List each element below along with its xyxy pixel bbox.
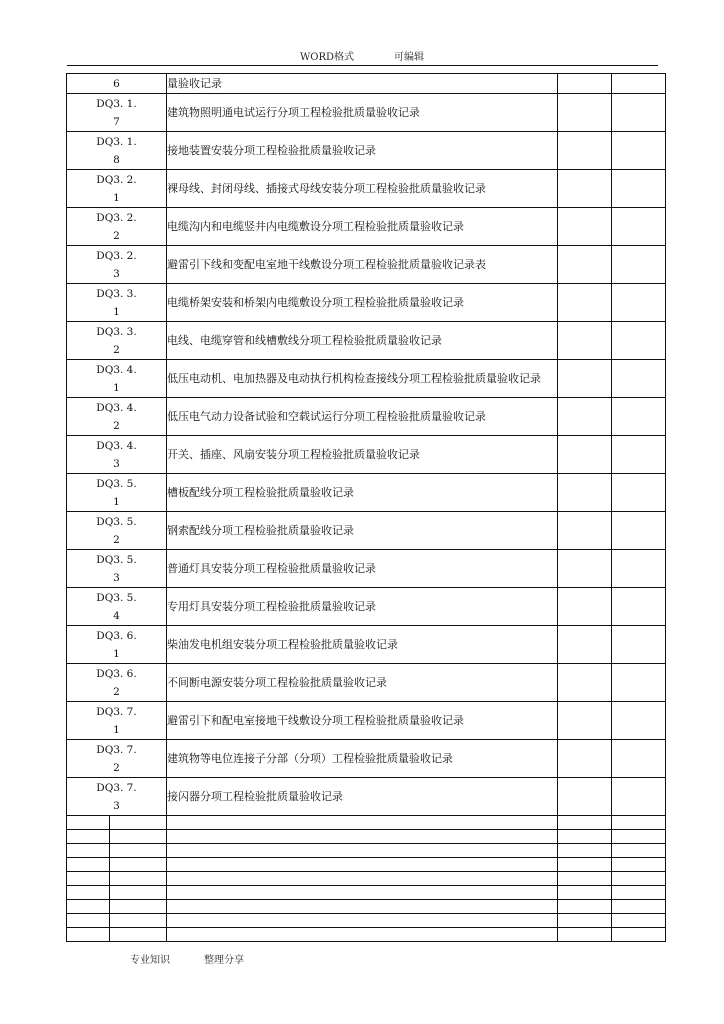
empty-cell xyxy=(612,886,666,900)
empty-table-row xyxy=(67,872,666,886)
record-col-b xyxy=(612,550,666,588)
empty-table-row xyxy=(67,830,666,844)
record-code-prefix: DQ3. 3. xyxy=(96,325,137,338)
record-col-b xyxy=(612,322,666,360)
record-code-suffix: 2 xyxy=(113,229,120,242)
record-col-b xyxy=(612,588,666,626)
table-row xyxy=(67,322,666,360)
empty-table-row xyxy=(67,886,666,900)
table-row xyxy=(67,474,666,512)
record-code-prefix: DQ3. 4. xyxy=(96,401,137,414)
record-code-suffix: 2 xyxy=(113,343,120,356)
record-col-b xyxy=(612,512,666,550)
record-description: 建筑物等电位连接子分部（分项）工程检验批质量验收记录 xyxy=(167,740,558,778)
record-col-a xyxy=(558,170,612,208)
header-editable-label: 可编辑 xyxy=(394,52,425,63)
record-col-a xyxy=(558,474,612,512)
record-description: 电缆桥架安装和桥架内电缆敷设分项工程检验批质量验收记录 xyxy=(167,284,558,322)
empty-cell xyxy=(110,900,167,914)
table-row xyxy=(67,360,666,398)
footer-knowledge-label: 专业知识 xyxy=(130,955,170,966)
record-description: 接地装置安装分项工程检验批质量验收记录 xyxy=(167,132,558,170)
record-col-b xyxy=(612,360,666,398)
record-code xyxy=(67,512,167,550)
record-code xyxy=(67,360,167,398)
empty-cell xyxy=(67,844,110,858)
record-description: 裸母线、封闭母线、插接式母线安装分项工程检验批质量验收记录 xyxy=(167,170,558,208)
empty-cell xyxy=(558,900,612,914)
footer-share-label: 整理分享 xyxy=(204,955,244,966)
record-col-a xyxy=(558,246,612,284)
table-row xyxy=(67,588,666,626)
record-code-prefix: DQ3. 3. xyxy=(96,287,137,300)
record-code-suffix: 3 xyxy=(113,457,120,470)
table-row xyxy=(67,94,666,132)
empty-cell xyxy=(612,830,666,844)
record-code-prefix: DQ3. 1. xyxy=(96,135,137,148)
record-code-prefix: DQ3. 4. xyxy=(96,363,137,376)
table-row xyxy=(67,208,666,246)
record-description: 不间断电源安装分项工程检验批质量验收记录 xyxy=(167,664,558,702)
record-col-b xyxy=(612,398,666,436)
record-code-suffix: 3 xyxy=(113,571,120,584)
record-col-b xyxy=(612,170,666,208)
record-code-suffix: 2 xyxy=(113,419,120,432)
record-description: 低压电气动力设备试验和空载试运行分项工程检验批质量验收记录 xyxy=(167,398,558,436)
empty-cell xyxy=(167,844,558,858)
empty-cell xyxy=(612,914,666,928)
record-code-suffix: 2 xyxy=(113,533,120,546)
record-description: 量验收记录 xyxy=(167,74,558,94)
empty-cell xyxy=(612,872,666,886)
record-col-a xyxy=(558,778,612,816)
record-col-a xyxy=(558,284,612,322)
record-col-a xyxy=(558,702,612,740)
record-description: 电线、电缆穿管和线槽敷线分项工程检验批质量验收记录 xyxy=(167,322,558,360)
empty-cell xyxy=(67,928,110,942)
empty-cell xyxy=(67,886,110,900)
empty-cell xyxy=(558,886,612,900)
record-code xyxy=(67,702,167,740)
empty-cell xyxy=(167,928,558,942)
table-row xyxy=(67,512,666,550)
table-row xyxy=(67,284,666,322)
record-code-prefix: DQ3. 2. xyxy=(96,249,137,262)
record-col-b xyxy=(612,626,666,664)
empty-cell xyxy=(110,872,167,886)
table-row xyxy=(67,778,666,816)
record-code-prefix: DQ3. 2. xyxy=(96,211,137,224)
record-description: 槽板配线分项工程检验批质量验收记录 xyxy=(167,474,558,512)
record-col-b xyxy=(612,246,666,284)
header-format-label: WORD格式 xyxy=(299,52,355,63)
page-header xyxy=(0,48,724,63)
record-description: 低压电动机、电加热器及电动执行机构检查接线分项工程检验批质量验收记录 xyxy=(167,360,558,398)
empty-cell xyxy=(67,900,110,914)
record-code xyxy=(67,778,167,816)
record-code-suffix: 2 xyxy=(113,685,120,698)
record-col-a xyxy=(558,208,612,246)
table-row xyxy=(67,664,666,702)
record-code-suffix: 1 xyxy=(113,723,120,736)
record-description: 专用灯具安装分项工程检验批质量验收记录 xyxy=(167,588,558,626)
table-row xyxy=(67,550,666,588)
table-row xyxy=(67,626,666,664)
record-code-suffix: 1 xyxy=(113,647,120,660)
record-code xyxy=(67,398,167,436)
empty-cell xyxy=(558,914,612,928)
record-col-a xyxy=(558,322,612,360)
record-col-a xyxy=(558,398,612,436)
empty-table-row xyxy=(67,928,666,942)
table-row xyxy=(67,436,666,474)
record-col-b xyxy=(612,740,666,778)
empty-cell xyxy=(558,858,612,872)
empty-cell xyxy=(612,844,666,858)
record-col-a xyxy=(558,360,612,398)
empty-cell xyxy=(558,844,612,858)
record-code xyxy=(67,626,167,664)
empty-table-row xyxy=(67,858,666,872)
empty-cell xyxy=(167,858,558,872)
empty-cell xyxy=(558,830,612,844)
empty-cell xyxy=(67,858,110,872)
record-col-a xyxy=(558,512,612,550)
table-row xyxy=(67,170,666,208)
record-code xyxy=(67,284,167,322)
record-col-b xyxy=(612,94,666,132)
record-col-b xyxy=(612,74,666,94)
record-code xyxy=(67,132,167,170)
empty-cell xyxy=(167,914,558,928)
empty-cell xyxy=(612,858,666,872)
record-code xyxy=(67,246,167,284)
empty-cell xyxy=(612,900,666,914)
record-col-b xyxy=(612,208,666,246)
empty-cell xyxy=(110,928,167,942)
empty-cell xyxy=(612,928,666,942)
record-code-suffix: 3 xyxy=(113,799,120,812)
empty-cell xyxy=(558,872,612,886)
record-code-prefix: DQ3. 5. xyxy=(96,553,137,566)
empty-cell xyxy=(167,900,558,914)
record-code-prefix: DQ3. 7. xyxy=(96,781,137,794)
record-description: 避雷引下和配电室接地干线敷设分项工程检验批质量验收记录 xyxy=(167,702,558,740)
empty-cell xyxy=(110,858,167,872)
table-row xyxy=(67,246,666,284)
record-description: 电缆沟内和电缆竖井内电缆敷设分项工程检验批质量验收记录 xyxy=(167,208,558,246)
empty-cell xyxy=(110,830,167,844)
record-code-prefix: DQ3. 6. xyxy=(96,667,137,680)
record-code-prefix: DQ3. 4. xyxy=(96,439,137,452)
record-col-b xyxy=(612,474,666,512)
empty-cell xyxy=(110,914,167,928)
record-col-a xyxy=(558,94,612,132)
record-code-suffix: 1 xyxy=(113,191,120,204)
record-col-a xyxy=(558,588,612,626)
header-rule xyxy=(67,65,658,66)
empty-cell xyxy=(167,830,558,844)
record-code-suffix: 1 xyxy=(113,495,120,508)
record-code-suffix: 1 xyxy=(113,305,120,318)
record-code-prefix: DQ3. 5. xyxy=(96,591,137,604)
empty-table-row xyxy=(67,844,666,858)
empty-table-row xyxy=(67,816,666,830)
table-row xyxy=(67,74,666,94)
empty-cell xyxy=(167,872,558,886)
record-col-b xyxy=(612,702,666,740)
record-description: 开关、插座、风扇安装分项工程检验批质量验收记录 xyxy=(167,436,558,474)
empty-cell xyxy=(612,816,666,830)
record-code xyxy=(67,170,167,208)
record-code-suffix: 3 xyxy=(113,267,120,280)
record-description: 钢索配线分项工程检验批质量验收记录 xyxy=(167,512,558,550)
record-description: 普通灯具安装分项工程检验批质量验收记录 xyxy=(167,550,558,588)
record-code xyxy=(67,664,167,702)
records-table-body xyxy=(67,74,666,942)
record-col-a xyxy=(558,740,612,778)
record-code-prefix: DQ3. 7. xyxy=(96,705,137,718)
empty-cell xyxy=(558,816,612,830)
record-col-a xyxy=(558,664,612,702)
record-code xyxy=(67,740,167,778)
record-col-b xyxy=(612,132,666,170)
record-col-b xyxy=(612,284,666,322)
empty-cell xyxy=(558,928,612,942)
record-code-suffix: 2 xyxy=(113,761,120,774)
record-col-b xyxy=(612,778,666,816)
table-row xyxy=(67,398,666,436)
empty-cell xyxy=(110,816,167,830)
record-col-a xyxy=(558,74,612,94)
record-code-prefix: DQ3. 1. xyxy=(96,97,137,110)
record-code xyxy=(67,550,167,588)
empty-cell xyxy=(110,886,167,900)
empty-cell xyxy=(67,816,110,830)
record-description: 柴油发电机组安装分项工程检验批质量验收记录 xyxy=(167,626,558,664)
record-code xyxy=(67,436,167,474)
record-description: 避雷引下线和变配电室地干线敷设分项工程检验批质量验收记录表 xyxy=(167,246,558,284)
empty-cell xyxy=(67,872,110,886)
records-table xyxy=(66,73,666,942)
record-code xyxy=(67,588,167,626)
record-col-a xyxy=(558,626,612,664)
record-code-prefix: DQ3. 7. xyxy=(96,743,137,756)
record-description: 建筑物照明通电试运行分项工程检验批质量验收记录 xyxy=(167,94,558,132)
record-code-suffix: 7 xyxy=(113,115,120,128)
record-code-prefix: DQ3. 6. xyxy=(96,629,137,642)
page-footer xyxy=(130,951,244,966)
empty-cell xyxy=(67,830,110,844)
empty-table-row xyxy=(67,914,666,928)
empty-cell xyxy=(167,886,558,900)
record-code: 6 xyxy=(67,74,167,94)
record-col-a xyxy=(558,132,612,170)
table-row xyxy=(67,740,666,778)
record-code-suffix: 1 xyxy=(113,381,120,394)
record-code xyxy=(67,474,167,512)
table-row xyxy=(67,132,666,170)
record-col-a xyxy=(558,436,612,474)
record-code-prefix: DQ3. 2. xyxy=(96,173,137,186)
empty-cell xyxy=(67,914,110,928)
record-code-suffix: 4 xyxy=(113,609,120,622)
record-description: 接闪器分项工程检验批质量验收记录 xyxy=(167,778,558,816)
record-col-a xyxy=(558,550,612,588)
record-code xyxy=(67,94,167,132)
empty-cell xyxy=(110,844,167,858)
empty-table-row xyxy=(67,900,666,914)
record-code xyxy=(67,208,167,246)
record-col-b xyxy=(612,436,666,474)
record-code-suffix: 8 xyxy=(113,153,120,166)
record-code xyxy=(67,322,167,360)
record-col-b xyxy=(612,664,666,702)
empty-cell xyxy=(167,816,558,830)
table-row xyxy=(67,702,666,740)
record-code-prefix: DQ3. 5. xyxy=(96,477,137,490)
record-code-prefix: DQ3. 5. xyxy=(96,515,137,528)
